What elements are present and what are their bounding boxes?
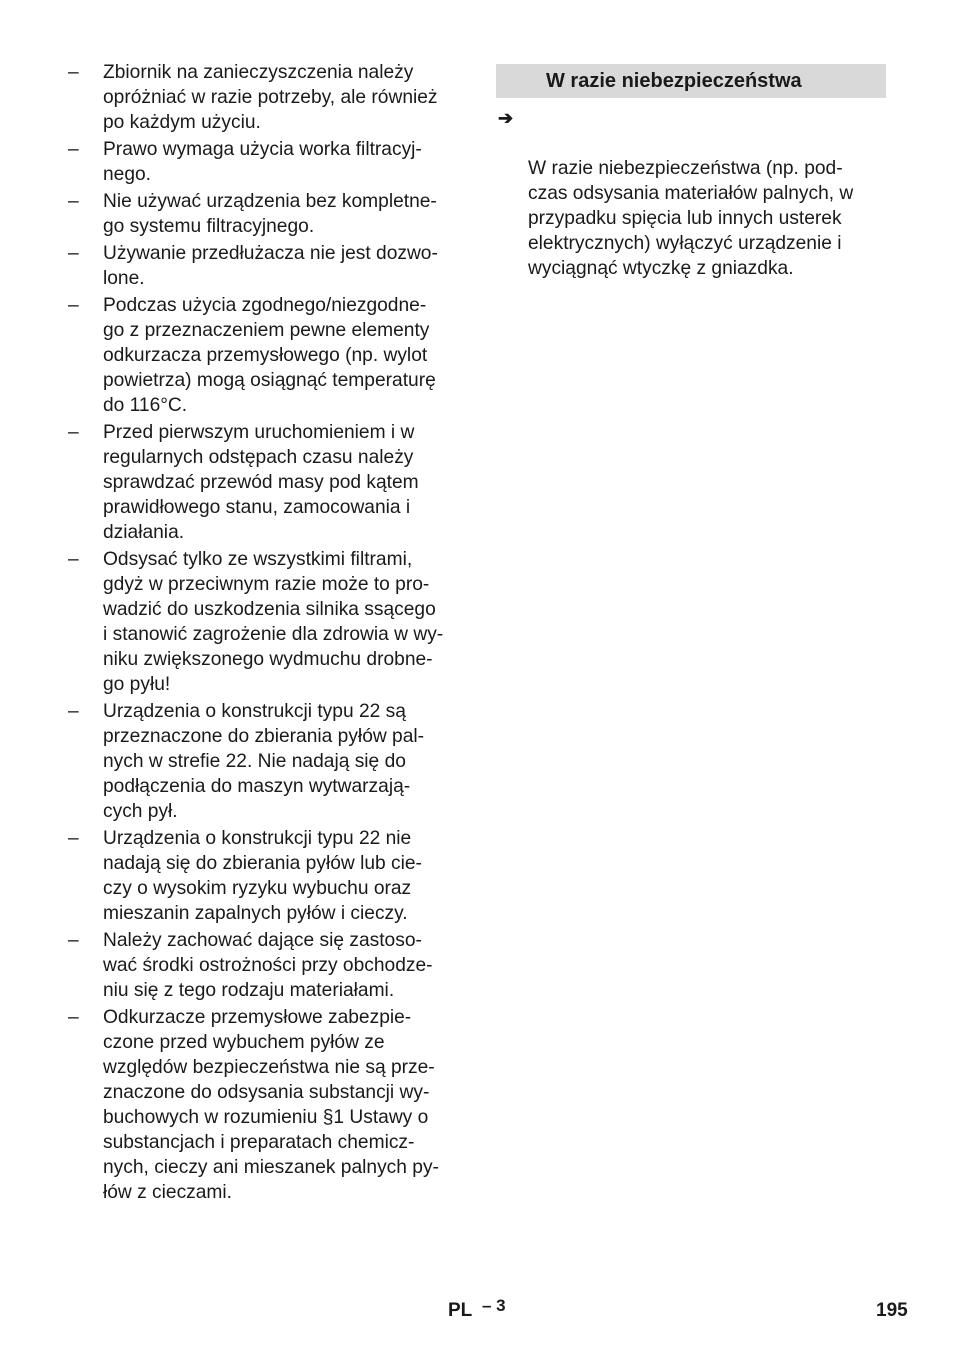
dash-bullet: – [68, 1007, 79, 1028]
list-item-text: Urządzenia o konstrukcji typu 22 są przeznaczone do zbierania pyłów pal- nych w strefie 22. Nie nadają się do podłączenia do maszyn wytwarzają- cych pył. [103, 701, 425, 822]
emergency-instruction [496, 106, 886, 281]
section-heading: W razie niebezpieczeństwa [496, 64, 886, 98]
instruction-text: W razie niebezpieczeństwa (np. pod- czas odsysania materiałów palnych, w przypadku spięcia lub innych usterek elektrycznych) wyłączyć urządzenie i wyciągnąć wtyczkę z gniazdka. [528, 158, 854, 279]
list-item [68, 137, 460, 187]
list-item [68, 547, 460, 697]
list-item [68, 60, 460, 135]
dash-bullet: – [68, 930, 79, 951]
list-item-text: Używanie przedłużacza nie jest dozwo- lone. [103, 243, 438, 289]
arrow-right-icon: ➔ [498, 108, 514, 128]
list-item-text: Należy zachować dające się zastoso- wać środki ostrożności przy obchodze- niu się z tego rodzaju materiałami. [103, 930, 433, 1001]
list-item [68, 293, 460, 418]
list-item [68, 189, 460, 239]
page-footer [0, 1296, 954, 1326]
dash-bullet: – [68, 828, 79, 849]
list-item-text: Odkurzacze przemysłowe zabezpie- czone przed wybuchem pyłów ze względów bezpieczeństwa nie są prze- znaczone do odsysania substancji wy- buchowych w rozumieniu §1 Ustawy o substancjach i preparatach chemicz- nych, cieczy ani mieszanek palnych py- łów z cieczami. [103, 1007, 439, 1203]
safety-list [68, 60, 460, 1205]
left-column [68, 60, 460, 1207]
page-number: 195 [876, 1300, 908, 1321]
list-item [68, 928, 460, 1003]
dash-bullet: – [68, 701, 79, 722]
list-item-text: Zbiornik na zanieczyszczenia należy opróżniać w razie potrzeby, ale również po każdym użyciu. [103, 62, 438, 133]
right-column [496, 64, 886, 281]
language-code: PL [448, 1300, 473, 1321]
dash-bullet: – [68, 243, 79, 264]
dash-bullet: – [68, 191, 79, 212]
dash-bullet: – [68, 62, 79, 83]
list-item [68, 699, 460, 824]
list-item-text: Prawo wymaga użycia worka filtracyj- nego. [103, 139, 422, 185]
dash-bullet: – [68, 295, 79, 316]
section-page-number: – 3 [482, 1296, 506, 1315]
dash-bullet: – [68, 549, 79, 570]
list-item-text: Urządzenia o konstrukcji typu 22 nie nadają się do zbierania pyłów lub cie- czy o wysokim ryzyku wybuchu oraz mieszanin zapalnych pyłów i cieczy. [103, 828, 422, 924]
list-item [68, 1005, 460, 1205]
list-item-text: Przed pierwszym uruchomieniem i w regularnych odstępach czasu należy sprawdzać przewód masy pod kątem prawidłowego stanu, zamocowania i działania. [103, 422, 419, 543]
list-item-text: Nie używać urządzenia bez kompletne- go systemu filtracyjnego. [103, 191, 437, 237]
dash-bullet: – [68, 422, 79, 443]
list-item [68, 420, 460, 545]
list-item-text: Odsysać tylko ze wszystkimi filtrami, gdyż w przeciwnym razie może to pro- wadzić do uszkodzenia silnika ssącego i stanowić zagrożenie dla zdrowia w wy- niku zwiększonego wydmuchu drobne- go pyłu! [103, 549, 444, 695]
list-item [68, 826, 460, 926]
list-item [68, 241, 460, 291]
dash-bullet: – [68, 139, 79, 160]
list-item-text: Podczas użycia zgodnego/niezgodne- go z przeznaczeniem pewne elementy odkurzacza przemysłowego (np. wylot powietrza) mogą osiągnąć temperaturę do 116°C. [103, 295, 436, 416]
